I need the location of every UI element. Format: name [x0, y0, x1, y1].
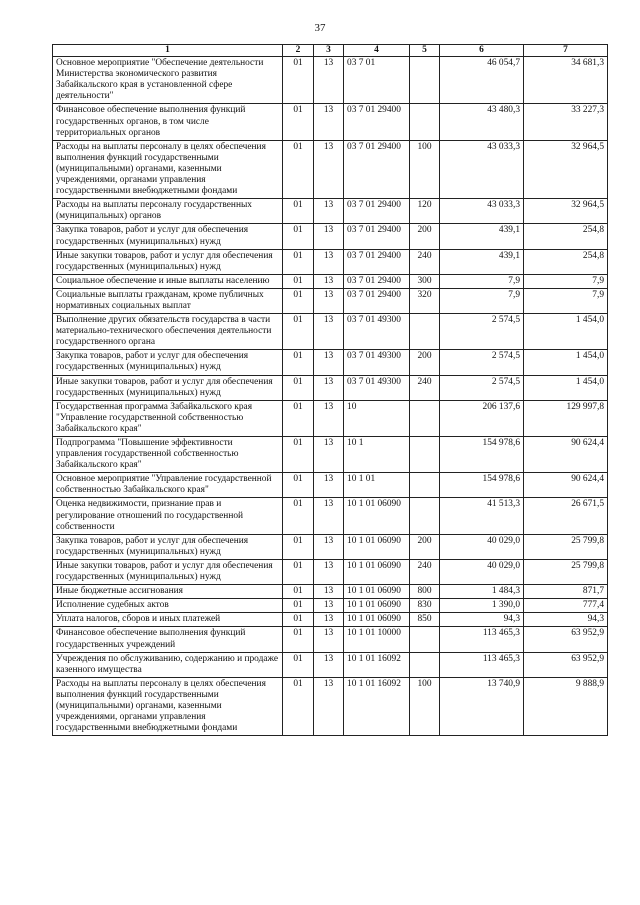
- target-article-code: 03 7 01 29400: [344, 288, 410, 313]
- amount-planned: 2 574,5: [440, 350, 524, 375]
- section-code: 01: [283, 437, 314, 473]
- row-description: Расходы на выплаты персоналу государственных (муниципальных) органов: [53, 199, 283, 224]
- table-row: [53, 375, 608, 400]
- section-code: 01: [283, 140, 314, 198]
- amount-executed: 63 952,9: [524, 627, 608, 652]
- expense-type-code: 300: [410, 274, 440, 288]
- subsection-code: 13: [314, 559, 344, 584]
- amount-executed: 7,9: [524, 288, 608, 313]
- section-code: 01: [283, 585, 314, 599]
- expense-type-code: [410, 473, 440, 498]
- row-description: Подпрограмма "Повышение эффективности управления государственной собственностью Забайкальского края": [53, 437, 283, 473]
- amount-planned: 40 029,0: [440, 534, 524, 559]
- table-row: [53, 350, 608, 375]
- amount-executed: 94,3: [524, 613, 608, 627]
- table-header-row: [53, 45, 608, 57]
- section-code: 01: [283, 288, 314, 313]
- subsection-code: 13: [314, 599, 344, 613]
- amount-executed: 90 624,4: [524, 437, 608, 473]
- subsection-code: 13: [314, 585, 344, 599]
- amount-planned: 43 033,3: [440, 199, 524, 224]
- row-description: Расходы на выплаты персоналу в целях обеспечения выполнения функций государственными (муниципальными) органами, казенными учреждениями, органами управления государственными внебюджетными фондами: [53, 140, 283, 198]
- expense-type-code: [410, 498, 440, 534]
- section-code: 01: [283, 559, 314, 584]
- subsection-code: 13: [314, 613, 344, 627]
- expense-type-code: [410, 400, 440, 436]
- target-article-code: 03 7 01 29400: [344, 274, 410, 288]
- expense-type-code: 850: [410, 613, 440, 627]
- row-description: Основное мероприятие "Обеспечение деятельности Министерства экономического развития Забайкальского края в установленной сфере деятельности": [53, 57, 283, 104]
- table-row: [53, 274, 608, 288]
- target-article-code: 03 7 01 29400: [344, 140, 410, 198]
- expense-type-code: 120: [410, 199, 440, 224]
- column-header-1: 1: [53, 45, 283, 57]
- target-article-code: 10 1 01 06090: [344, 585, 410, 599]
- target-article-code: 10 1 01 06090: [344, 534, 410, 559]
- expense-type-code: 100: [410, 677, 440, 735]
- amount-executed: 26 671,5: [524, 498, 608, 534]
- table-row: [53, 400, 608, 436]
- budget-table: [52, 44, 608, 736]
- amount-executed: 25 799,8: [524, 534, 608, 559]
- subsection-code: 13: [314, 224, 344, 249]
- row-description: Оценка недвижимости, признание прав и регулирование отношений по государственной собственности: [53, 498, 283, 534]
- amount-planned: 46 054,7: [440, 57, 524, 104]
- row-description: Уплата налогов, сборов и иных платежей: [53, 613, 283, 627]
- expense-type-code: 240: [410, 249, 440, 274]
- section-code: 01: [283, 314, 314, 350]
- table-row: [53, 57, 608, 104]
- subsection-code: 13: [314, 288, 344, 313]
- amount-planned: 206 137,6: [440, 400, 524, 436]
- amount-planned: 43 480,3: [440, 104, 524, 140]
- expense-type-code: [410, 104, 440, 140]
- page-number: 37: [314, 22, 326, 34]
- target-article-code: 03 7 01 49300: [344, 350, 410, 375]
- amount-planned: 113 465,3: [440, 627, 524, 652]
- amount-planned: 1 390,0: [440, 599, 524, 613]
- amount-planned: 41 513,3: [440, 498, 524, 534]
- amount-executed: 25 799,8: [524, 559, 608, 584]
- subsection-code: 13: [314, 473, 344, 498]
- amount-planned: 2 574,5: [440, 375, 524, 400]
- subsection-code: 13: [314, 249, 344, 274]
- subsection-code: 13: [314, 498, 344, 534]
- section-code: 01: [283, 104, 314, 140]
- row-description: Учреждения по обслуживанию, содержанию и продаже казенного имущества: [53, 652, 283, 677]
- subsection-code: 13: [314, 350, 344, 375]
- subsection-code: 13: [314, 140, 344, 198]
- subsection-code: 13: [314, 104, 344, 140]
- row-description: Закупка товаров, работ и услуг для обеспечения государственных (муниципальных) нужд: [53, 534, 283, 559]
- expense-type-code: 800: [410, 585, 440, 599]
- table-row: [53, 437, 608, 473]
- table-row: [53, 224, 608, 249]
- column-header-5: 5: [410, 45, 440, 57]
- section-code: 01: [283, 274, 314, 288]
- amount-planned: 94,3: [440, 613, 524, 627]
- subsection-code: 13: [314, 314, 344, 350]
- target-article-code: 10: [344, 400, 410, 436]
- table-row: [53, 104, 608, 140]
- section-code: 01: [283, 249, 314, 274]
- amount-executed: 1 454,0: [524, 375, 608, 400]
- target-article-code: 03 7 01 49300: [344, 375, 410, 400]
- row-description: Социальное обеспечение и иные выплаты населению: [53, 274, 283, 288]
- expense-type-code: [410, 437, 440, 473]
- amount-planned: 40 029,0: [440, 559, 524, 584]
- column-header-3: 3: [314, 45, 344, 57]
- amount-planned: 7,9: [440, 288, 524, 313]
- amount-executed: 33 227,3: [524, 104, 608, 140]
- amount-planned: 2 574,5: [440, 314, 524, 350]
- section-code: 01: [283, 473, 314, 498]
- expense-type-code: [410, 652, 440, 677]
- table-row: [53, 677, 608, 735]
- row-description: Иные закупки товаров, работ и услуг для обеспечения государственных (муниципальных) нужд: [53, 559, 283, 584]
- row-description: Государственная программа Забайкальского края "Управление государственной собственностью Забайкальского края": [53, 400, 283, 436]
- subsection-code: 13: [314, 677, 344, 735]
- row-description: Финансовое обеспечение выполнения функций государственных органов, в том числе территориальных органов: [53, 104, 283, 140]
- expense-type-code: [410, 57, 440, 104]
- expense-type-code: 830: [410, 599, 440, 613]
- expense-type-code: [410, 314, 440, 350]
- amount-executed: 1 454,0: [524, 314, 608, 350]
- target-article-code: 03 7 01 29400: [344, 104, 410, 140]
- column-header-2: 2: [283, 45, 314, 57]
- target-article-code: 10 1 01 06090: [344, 599, 410, 613]
- target-article-code: 10 1 01 10000: [344, 627, 410, 652]
- amount-executed: 7,9: [524, 274, 608, 288]
- target-article-code: 10 1 01 06090: [344, 559, 410, 584]
- amount-planned: 439,1: [440, 224, 524, 249]
- section-code: 01: [283, 400, 314, 436]
- column-header-7: 7: [524, 45, 608, 57]
- amount-executed: 871,7: [524, 585, 608, 599]
- table-row: [53, 249, 608, 274]
- section-code: 01: [283, 199, 314, 224]
- amount-planned: 7,9: [440, 274, 524, 288]
- table-row: [53, 613, 608, 627]
- subsection-code: 13: [314, 375, 344, 400]
- amount-executed: 32 964,5: [524, 199, 608, 224]
- subsection-code: 13: [314, 627, 344, 652]
- table-row: [53, 599, 608, 613]
- section-code: 01: [283, 224, 314, 249]
- expense-type-code: 100: [410, 140, 440, 198]
- expense-type-code: 240: [410, 375, 440, 400]
- table-body: [53, 57, 608, 736]
- amount-executed: 63 952,9: [524, 652, 608, 677]
- subsection-code: 13: [314, 57, 344, 104]
- table-row: [53, 652, 608, 677]
- amount-planned: 1 484,3: [440, 585, 524, 599]
- row-description: Финансовое обеспечение выполнения функций государственных учреждений: [53, 627, 283, 652]
- column-header-6: 6: [440, 45, 524, 57]
- table-row: [53, 498, 608, 534]
- amount-planned: 113 465,3: [440, 652, 524, 677]
- section-code: 01: [283, 534, 314, 559]
- amount-planned: 13 740,9: [440, 677, 524, 735]
- section-code: 01: [283, 652, 314, 677]
- table-row: [53, 559, 608, 584]
- section-code: 01: [283, 613, 314, 627]
- section-code: 01: [283, 498, 314, 534]
- table-row: [53, 314, 608, 350]
- table-row: [53, 288, 608, 313]
- table-row: [53, 473, 608, 498]
- subsection-code: 13: [314, 437, 344, 473]
- target-article-code: 10 1 01 16092: [344, 652, 410, 677]
- target-article-code: 03 7 01 29400: [344, 224, 410, 249]
- row-description: Иные закупки товаров, работ и услуг для обеспечения государственных (муниципальных) нужд: [53, 249, 283, 274]
- row-description: Социальные выплаты гражданам, кроме публичных нормативных социальных выплат: [53, 288, 283, 313]
- section-code: 01: [283, 375, 314, 400]
- row-description: Закупка товаров, работ и услуг для обеспечения государственных (муниципальных) нужд: [53, 350, 283, 375]
- expense-type-code: [410, 627, 440, 652]
- table-row: [53, 585, 608, 599]
- subsection-code: 13: [314, 534, 344, 559]
- amount-executed: 254,8: [524, 249, 608, 274]
- target-article-code: 10 1 01 06090: [344, 498, 410, 534]
- amount-planned: 43 033,3: [440, 140, 524, 198]
- target-article-code: 10 1 01 06090: [344, 613, 410, 627]
- amount-planned: 439,1: [440, 249, 524, 274]
- section-code: 01: [283, 627, 314, 652]
- expense-type-code: 200: [410, 534, 440, 559]
- subsection-code: 13: [314, 400, 344, 436]
- target-article-code: 03 7 01 29400: [344, 199, 410, 224]
- amount-executed: 254,8: [524, 224, 608, 249]
- table-row: [53, 627, 608, 652]
- subsection-code: 13: [314, 199, 344, 224]
- expense-type-code: 240: [410, 559, 440, 584]
- section-code: 01: [283, 57, 314, 104]
- amount-executed: 129 997,8: [524, 400, 608, 436]
- amount-executed: 9 888,9: [524, 677, 608, 735]
- row-description: Выполнение других обязательств государства в части материально-технического обеспечения деятельности государственного органа: [53, 314, 283, 350]
- expense-type-code: 320: [410, 288, 440, 313]
- target-article-code: 03 7 01 49300: [344, 314, 410, 350]
- row-description: Основное мероприятие "Управление государственной собственностью Забайкальского края": [53, 473, 283, 498]
- amount-planned: 154 978,6: [440, 473, 524, 498]
- row-description: Иные закупки товаров, работ и услуг для обеспечения государственных (муниципальных) нужд: [53, 375, 283, 400]
- row-description: Иные бюджетные ассигнования: [53, 585, 283, 599]
- subsection-code: 13: [314, 274, 344, 288]
- table-row: [53, 140, 608, 198]
- target-article-code: 03 7 01: [344, 57, 410, 104]
- target-article-code: 10 1: [344, 437, 410, 473]
- row-description: Закупка товаров, работ и услуг для обеспечения государственных (муниципальных) нужд: [53, 224, 283, 249]
- amount-executed: 34 681,3: [524, 57, 608, 104]
- target-article-code: 03 7 01 29400: [344, 249, 410, 274]
- expense-type-code: 200: [410, 350, 440, 375]
- row-description: Расходы на выплаты персоналу в целях обеспечения выполнения функций государственными (муниципальными) органами, казенными учреждениями, органами управления государственными внебюджетными фондами: [53, 677, 283, 735]
- amount-executed: 32 964,5: [524, 140, 608, 198]
- target-article-code: 10 1 01: [344, 473, 410, 498]
- row-description: Исполнение судебных актов: [53, 599, 283, 613]
- table-row: [53, 199, 608, 224]
- amount-executed: 777,4: [524, 599, 608, 613]
- section-code: 01: [283, 599, 314, 613]
- section-code: 01: [283, 350, 314, 375]
- section-code: 01: [283, 677, 314, 735]
- amount-executed: 90 624,4: [524, 473, 608, 498]
- amount-executed: 1 454,0: [524, 350, 608, 375]
- target-article-code: 10 1 01 16092: [344, 677, 410, 735]
- table-row: [53, 534, 608, 559]
- amount-planned: 154 978,6: [440, 437, 524, 473]
- column-header-4: 4: [344, 45, 410, 57]
- subsection-code: 13: [314, 652, 344, 677]
- expense-type-code: 200: [410, 224, 440, 249]
